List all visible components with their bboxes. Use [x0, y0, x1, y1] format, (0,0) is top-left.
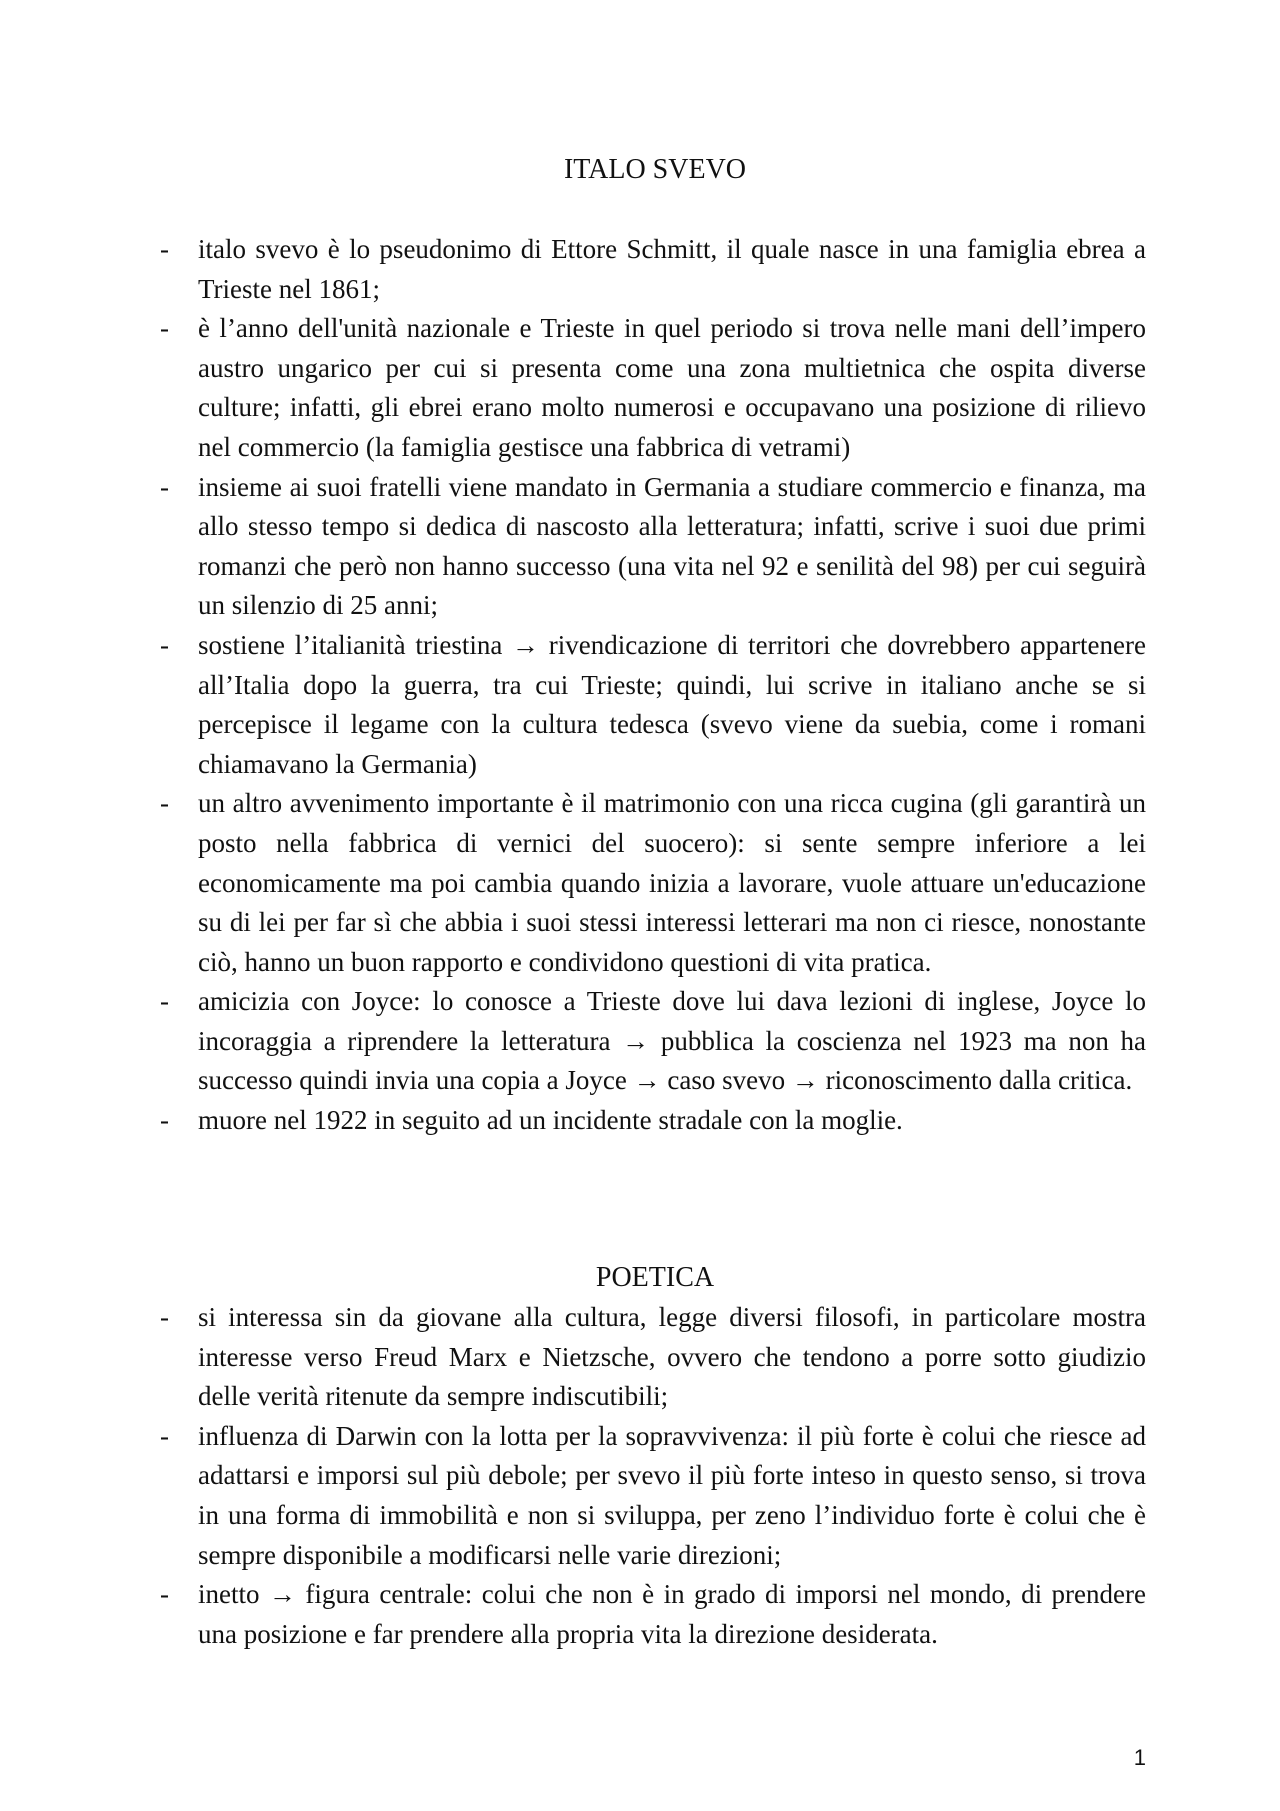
list-item	[160, 309, 1146, 467]
list-item-text: è l’anno dell'unità nazionale e Trieste in quel periodo si trova nelle mani dell’impero austro ungarico per cui si presenta come una zona multietnica che ospita diverse culture; infatti, gli ebrei erano molto numerosi e occupavano una posizione di rilievo nel commercio (la famiglia gestisce una fabbrica di vetrami)	[198, 313, 1146, 462]
bullet-dash: -	[160, 234, 169, 264]
list-item	[160, 1298, 1146, 1417]
list-item	[160, 626, 1146, 784]
bullet-dash: -	[160, 788, 169, 819]
bullet-dash: -	[160, 1579, 169, 1610]
list-item	[160, 982, 1146, 1101]
list-item-text: amicizia con Joyce: lo conosce a Trieste dove lui dava lezioni di inglese, Joyce lo incoraggia a riprendere la letteratura → pubblica la coscienza nel 1923 ma non ha successo quindi invia una copia a Joyce → caso svevo → riconoscimento dalla critica.	[198, 986, 1146, 1096]
page-number: 1	[1133, 1745, 1146, 1770]
bullet-dash: -	[160, 1420, 169, 1451]
list-item-text: sostiene l’italianità triestina → rivendicazione di territori che dovrebbero appartenere all’Italia dopo la guerra, tra cui Trieste; quindi, lui scrive in italiano anche se si percepisce il legame con la cultura tedesca (svevo viene da suebia, come i romani chiamavano la Germania)	[198, 629, 1146, 779]
list-item-text: insieme ai suoi fratelli viene mandato in Germania a studiare commercio e finanza, ma allo stesso tempo si dedica di nascosto alla letteratura; infatti, scrive i suoi due primi romanzi che però non hanno successo (una vita nel 92 e senilità del 98) per cui seguirà un silenzio di 25 anni;	[198, 471, 1146, 621]
list-item	[160, 230, 1146, 309]
list-item	[160, 1417, 1146, 1575]
bullet-dash: -	[160, 1302, 169, 1332]
bullet-dash: -	[160, 986, 169, 1017]
list-item-text: influenza di Darwin con la lotta per la sopravvivenza: il più forte è colui che riesce ad adattarsi e imporsi sul più debole; per svevo il più forte inteso in questo senso, si trova in una forma di immobilità e non si sviluppa, per zeno l’individuo forte è colui che è sempre disponibile a modificarsi nelle varie direzioni;	[198, 1420, 1146, 1570]
bullet-dash: -	[160, 629, 169, 660]
list-item	[160, 784, 1146, 982]
poetica-list	[160, 1298, 1146, 1654]
list-item-text: italo svevo è lo pseudonimo di Ettore Schmitt, il quale nasce in una famiglia ebrea a Trieste nel 1861;	[198, 234, 1146, 304]
list-item-text: muore nel 1922 in seguito ad un incidente stradale con la moglie.	[198, 1105, 903, 1136]
section-title-poetica: POETICA	[595, 1262, 715, 1293]
biography-list	[160, 230, 1146, 1141]
list-item	[160, 1575, 1146, 1654]
bullet-dash: -	[160, 313, 169, 344]
bullet-dash: -	[160, 1105, 169, 1136]
list-item	[160, 1101, 1146, 1141]
bullet-dash: -	[160, 471, 169, 502]
list-item-text: un altro avvenimento importante è il matrimonio con una ricca cugina (gli garantirà un posto nella fabbrica di vernici del suocero): si sente sempre inferiore a lei economicamente ma poi cambia quando inizia a lavorare, vuole attuare un'educazione su di lei per far sì che abbia i suoi stessi interessi letterari ma non ci riesce, nonostante ciò, hanno un buon rapporto e condividono questioni di vita pratica.	[198, 788, 1146, 977]
list-item-text: inetto → figura centrale: colui che non è in grado di imporsi nel mondo, di prendere una posizione e far prendere alla propria vita la direzione desiderata.	[198, 1579, 1146, 1649]
page-title: ITALO SVEVO	[563, 154, 747, 185]
list-item-text: si interessa sin da giovane alla cultura, legge diversi filosofi, in particolare mostra interesse verso Freud Marx e Nietzsche, ovvero che tendono a porre sotto giudizio delle verità ritenute da sempre indiscutibili;	[198, 1302, 1146, 1412]
list-item	[160, 468, 1146, 626]
